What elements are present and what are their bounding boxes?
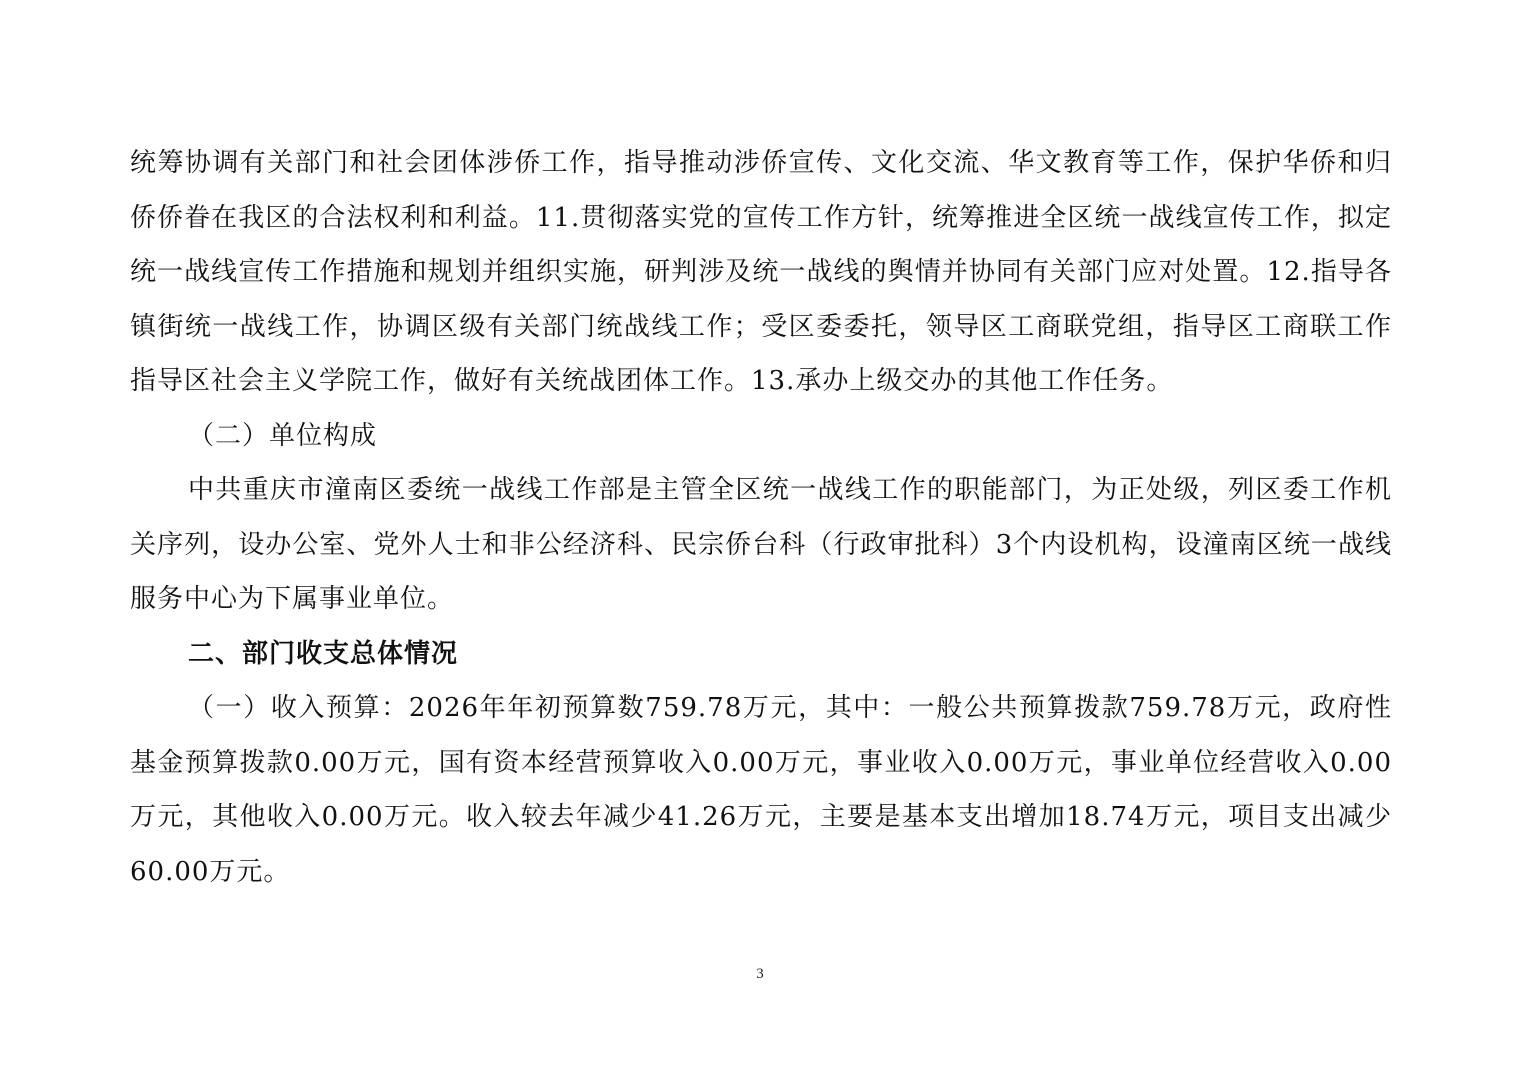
paragraph-unit-composition: 中共重庆市潼南区委统一战线工作部是主管全区统一战线工作的职能部门，为正处级，列区委工作机关序列，设办公室、党外人士和非公经济科、民宗侨台科（行政审批科）3个内设机构，设潼南区统一战线服务中心为下属事业单位。 — [130, 475, 1392, 614]
subheading-unit-composition: （二）单位构成 — [188, 420, 378, 451]
section-heading-budget-overview: 二、部门收支总体情况 — [188, 638, 459, 669]
document-body — [130, 136, 1392, 899]
paragraph-income-budget: （一）收入预算：2026年年初预算数759.78万元，其中：一般公共预算拨款759.78万元，政府性基金预算拨款0.00万元，国有资本经营预算收入0.00万元，事业收入0.00万元，事业单位经营收入0.00万元，其他收入0.00万元。收入较去年减少41.26万元，主要是基本支出增加18.74万元，项目支出减少60.00万元。 — [130, 693, 1392, 887]
paragraph-continuation: 统筹协调有关部门和社会团体涉侨工作，指导推动涉侨宣传、文化交流、华文教育等工作，保护华侨和归侨侨眷在我区的合法权利和利益。11.贯彻落实党的宣传工作方针，统筹推进全区统一战线宣传工作，拟定统一战线宣传工作措施和规划并组织实施，研判涉及统一战线的舆情并协同有关部门应对处置。12.指导各镇街统一战线工作，协调区级有关部门统战线工作；受区委委托，领导区工商联党组，指导区工商联工作指导区社会主义学院工作，做好有关统战团体工作。13.承办上级交办的其他工作任务。 — [130, 148, 1392, 396]
page-number: 3 — [756, 966, 764, 982]
